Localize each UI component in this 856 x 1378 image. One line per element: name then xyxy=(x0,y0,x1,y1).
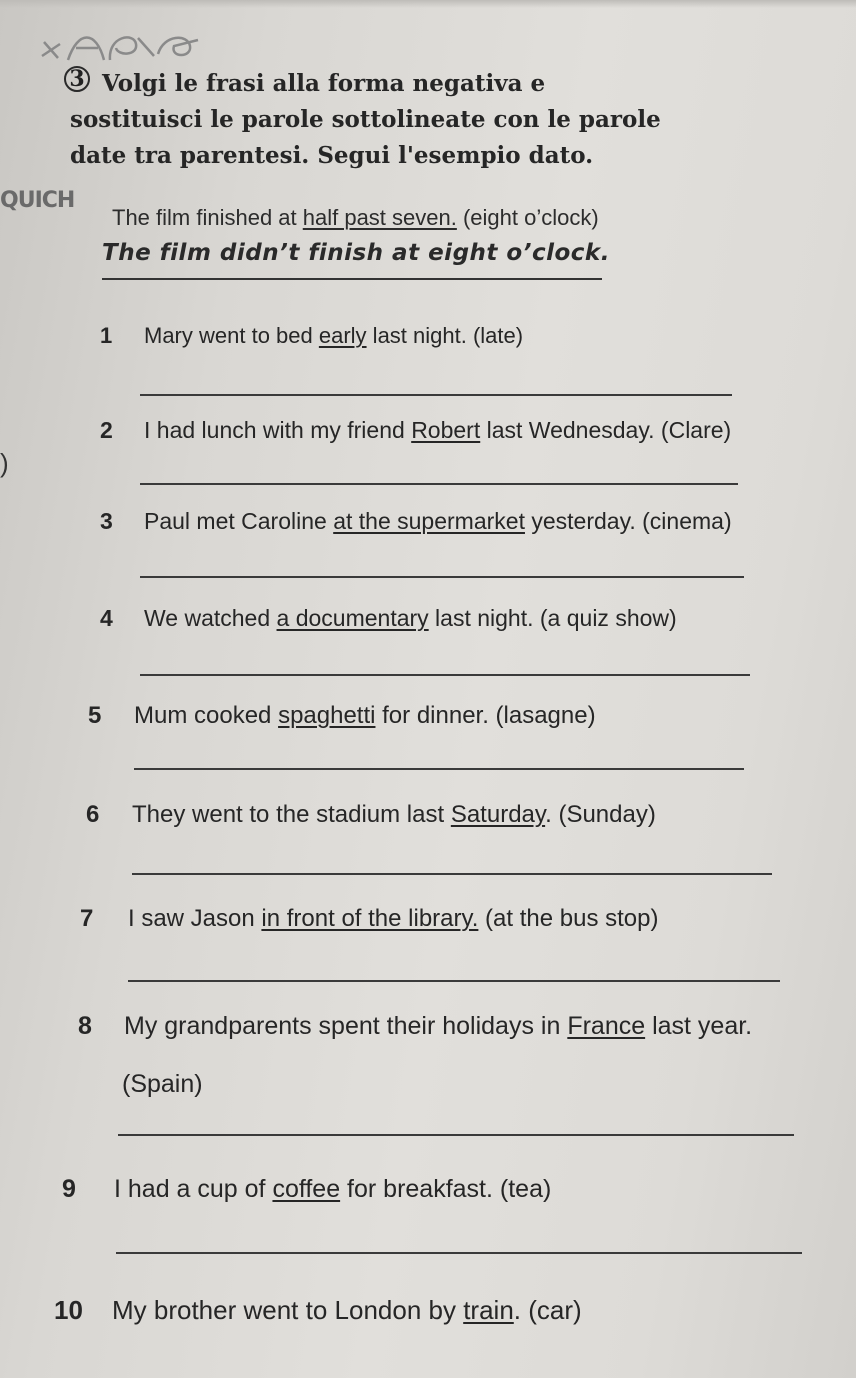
item-number: 10 xyxy=(54,1295,83,1325)
item-text-after: . (car) xyxy=(513,1295,582,1325)
item-number: 3 xyxy=(100,508,113,534)
example-sentence-before: The film finished at xyxy=(112,205,303,230)
item-underlined-phrase: coffee xyxy=(272,1175,341,1203)
exercise-item-8-continuation: (Spain) xyxy=(122,1070,203,1098)
answer-line-8[interactable] xyxy=(118,1134,794,1136)
item-text-before: I saw Jason xyxy=(128,905,262,932)
exercise-item-4 xyxy=(100,605,677,632)
item-number: 5 xyxy=(88,702,102,729)
item-text-after: for breakfast. (tea) xyxy=(340,1175,552,1203)
item-number: 9 xyxy=(62,1175,76,1203)
exercise-number-badge: 3 xyxy=(64,66,90,92)
example-sentence-after: (eight o’clock) xyxy=(456,205,599,230)
exercise-instruction: Volgi le frasi alla forma negativa e sostituisci le parole sottolineate con le parole date tra parentesi. Segui l'esempio dato. xyxy=(70,70,661,169)
answer-line-3[interactable] xyxy=(140,576,744,578)
item-text-after: last night. (late) xyxy=(366,323,524,348)
exercise-item-5 xyxy=(88,702,596,730)
example-underlined-phrase: half past seven. xyxy=(302,205,457,230)
item-text-before: Mum cooked xyxy=(134,702,279,729)
item-underlined-phrase: spaghetti xyxy=(278,702,376,729)
item-underlined-phrase: France xyxy=(567,1012,646,1040)
item-text-after: last night. (a quiz show) xyxy=(428,605,677,631)
item-text-after: last year. xyxy=(645,1012,753,1040)
example-answer-line xyxy=(102,278,602,280)
crossed-out-scribble xyxy=(38,26,218,70)
answer-line-1[interactable] xyxy=(140,394,732,396)
item-text-after: yesterday. (cinema) xyxy=(524,508,732,534)
answer-line-2[interactable] xyxy=(140,483,738,485)
item-text-before: Mary went to bed xyxy=(144,323,319,348)
item-text-after: for dinner. (lasagne) xyxy=(375,702,596,729)
item-text-before: I had lunch with my friend xyxy=(144,417,412,443)
item-underlined-phrase: train xyxy=(463,1295,514,1325)
example-sentence xyxy=(112,205,599,231)
exercise-item-3 xyxy=(100,508,732,535)
answer-line-7[interactable] xyxy=(128,980,780,982)
item-number: 8 xyxy=(78,1012,92,1040)
item-number: 4 xyxy=(100,605,113,631)
item-text-before: They went to the stadium last xyxy=(132,801,451,828)
exercise-item-1 xyxy=(100,323,523,349)
item-number: 6 xyxy=(86,801,100,828)
exercise-item-2 xyxy=(100,417,731,444)
margin-mark: ) xyxy=(0,448,9,478)
item-text-before: My brother went to London by xyxy=(112,1295,464,1325)
item-number: 1 xyxy=(100,323,113,348)
item-underlined-phrase: Robert xyxy=(411,417,481,443)
answer-line-6[interactable] xyxy=(132,873,772,875)
example-tag: QUICH xyxy=(0,188,75,213)
item-text-before: We watched xyxy=(144,605,277,631)
exercise-item-6 xyxy=(86,801,656,829)
answer-line-4[interactable] xyxy=(140,674,750,676)
exercise-item-9 xyxy=(62,1175,551,1204)
item-text-before: I had a cup of xyxy=(114,1175,273,1203)
item-underlined-phrase: Saturday xyxy=(450,801,546,828)
exercise-item-7 xyxy=(80,905,658,933)
item-underlined-phrase: early xyxy=(318,323,367,348)
item-number: 7 xyxy=(80,905,94,932)
exercise-item-10 xyxy=(54,1295,582,1326)
item-text-before: My grandparents spent their holidays in xyxy=(124,1012,568,1040)
item-text-after: (at the bus stop) xyxy=(478,905,659,932)
item-text-before: Paul met Caroline xyxy=(144,508,334,534)
exercise-item-8 xyxy=(78,1012,752,1041)
answer-line-9[interactable] xyxy=(116,1252,802,1254)
item-underlined-phrase: a documentary xyxy=(276,605,429,631)
page-top-edge xyxy=(0,0,856,8)
item-text-after: . (Sunday) xyxy=(545,801,656,828)
item-underlined-phrase: at the supermarket xyxy=(333,508,525,534)
item-text-after: last Wednesday. (Clare) xyxy=(480,417,732,443)
answer-line-5[interactable] xyxy=(134,768,744,770)
item-underlined-phrase: in front of the library. xyxy=(261,905,479,932)
item-number: 2 xyxy=(100,417,113,443)
example-answer: The film didn’t finish at eight o’clock. xyxy=(102,240,610,266)
